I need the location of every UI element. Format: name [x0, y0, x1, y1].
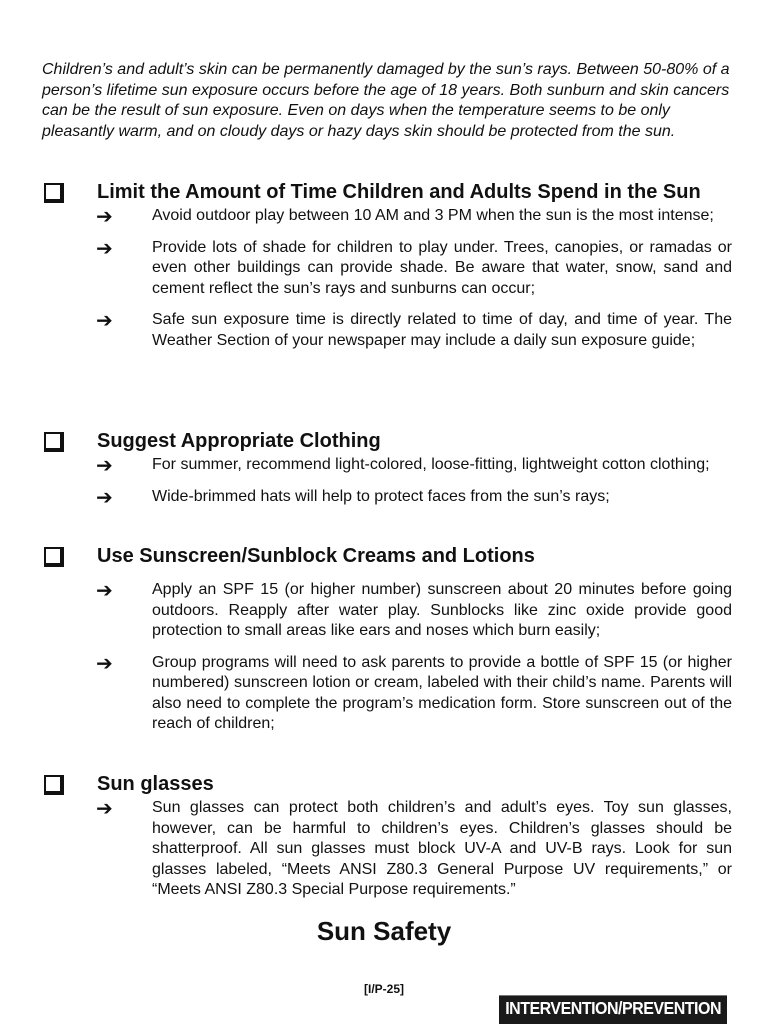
section-header — [42, 544, 732, 570]
list-item — [42, 455, 732, 476]
section-title: Limit the Amount of Time Children and Adults Spend in the Sun — [97, 181, 701, 203]
arrow-right-icon: ➔ — [96, 235, 113, 260]
page-title: Sun Safety — [316, 916, 452, 946]
bullet-text: Safe sun exposure time is directly related to time of day, and time of year. The Weather Section of your newspaper may include a daily sun exposure guide; — [152, 311, 732, 349]
arrow-right-icon: ➔ — [96, 484, 113, 509]
arrow-right-icon: ➔ — [96, 308, 113, 332]
arrow-right-icon: ➔ — [96, 204, 113, 228]
checkbox-icon[interactable] — [44, 775, 64, 795]
section-header — [42, 429, 732, 455]
list-item — [42, 235, 732, 300]
bullet-list — [42, 455, 732, 507]
section-header — [42, 180, 732, 206]
footer-badge: INTERVENTION/PREVENTION — [499, 995, 727, 1024]
list-item — [42, 580, 732, 642]
list-item — [42, 650, 732, 735]
section-limit-time — [42, 180, 732, 362]
section-title: Suggest Appropriate Clothing — [97, 430, 381, 452]
arrow-right-icon: ➔ — [96, 796, 113, 820]
page-number: [I/P-25] — [363, 982, 404, 996]
bullet-list — [42, 798, 732, 901]
intro-paragraph: Children’s and adult’s skin can be permanently damaged by the sun’s rays. Between 50-80% of a person’s lifetime sun exposure occurs before the age of 18 years. Both sunburn and skin cancers can be the result of sun exposure. Even on days when the temperature seems to be only pleasantly warm, and on cloudy days or hazy days skin should be protected from the sun. — [42, 61, 730, 140]
bullet-text: Apply an SPF 15 (or higher number) sunscreen about 20 minutes before going outdoors. Reapply after water play. Sunblocks like zinc oxide provide good protection to small areas like ears and noses which burn easily; — [152, 581, 732, 639]
bullet-text: For summer, recommend light-colored, loose-fitting, lightweight cotton clothing; — [152, 456, 710, 473]
section-sunscreen — [42, 544, 732, 746]
bullet-text: Sun glasses can protect both children’s and adult’s eyes. Toy sun glasses, however, can be harmful to children’s eyes. Children’s glasses should be shatterproof. All sun glasses must block UV-A and UV-B rays. Look for sun glasses labeled, “Meets ANSI Z80.3 General Purpose UV requirements,” or “Meets ANSI Z80.3 Special Purpose requirements.” — [152, 799, 732, 898]
bullet-text: Provide lots of shade for children to play under. Trees, canopies, or ramadas or even other buildings can provide shade. Be aware that water, snow, sand and cement reflect the sun’s rays and sunburns can occur; — [152, 238, 732, 297]
bullet-list — [42, 206, 732, 351]
arrow-right-icon: ➔ — [96, 578, 113, 602]
bullet-text: Wide-brimmed hats will help to protect faces from the sun’s rays; — [152, 487, 610, 505]
section-clothing — [42, 429, 732, 518]
bullet-text: Group programs will need to ask parents to provide a bottle of SPF 15 (or higher numbered) sunscreen lotion or cream, labeled with their child’s name. Parents will also need to complete the program’s medication form. Store sunscreen out of the reach of children; — [152, 653, 732, 732]
checkbox-icon[interactable] — [44, 547, 64, 567]
bullet-text: Avoid outdoor play between 10 AM and 3 PM when the sun is the most intense; — [152, 207, 714, 224]
list-item — [42, 310, 732, 351]
section-title: Use Sunscreen/Sunblock Creams and Lotions — [97, 545, 535, 567]
section-title: Sun glasses — [97, 773, 214, 795]
list-item — [42, 206, 732, 227]
list-item — [42, 798, 732, 901]
checkbox-icon[interactable] — [44, 432, 64, 452]
bullet-list — [42, 580, 732, 735]
section-header — [42, 772, 732, 798]
arrow-right-icon: ➔ — [96, 453, 113, 477]
list-item — [42, 484, 732, 509]
section-sun-glasses — [42, 772, 732, 912]
checkbox-icon[interactable] — [44, 183, 64, 203]
arrow-right-icon: ➔ — [96, 650, 113, 675]
